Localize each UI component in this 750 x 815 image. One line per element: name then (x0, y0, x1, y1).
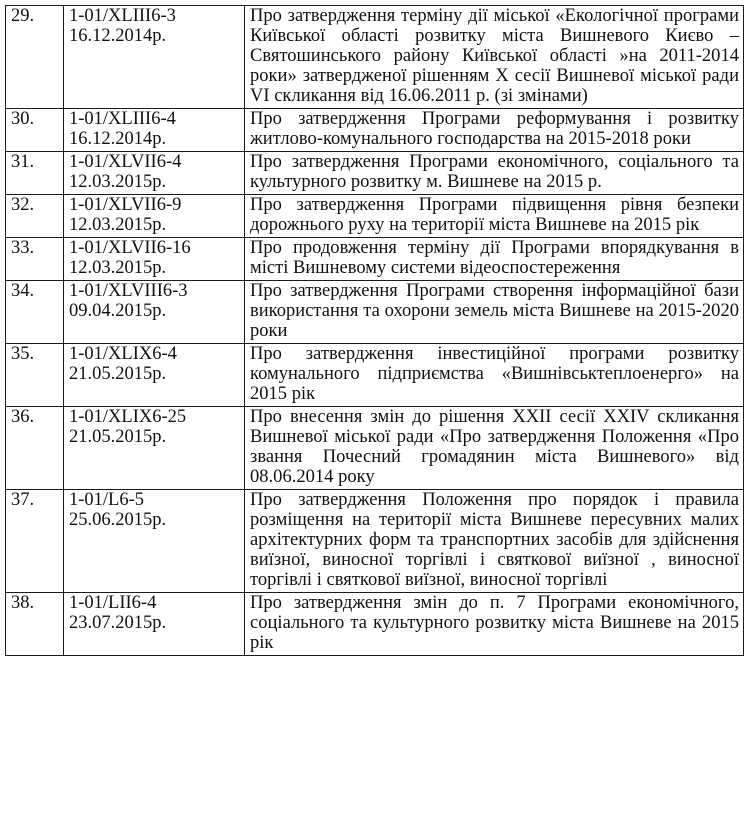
decision-number: 1-01/XLVII6-16 (69, 238, 191, 258)
decision-date: 09.04.2015р. (69, 301, 167, 321)
row-number: 30. (6, 109, 64, 152)
row-number: 36. (6, 407, 64, 490)
decision-cell (64, 281, 245, 344)
table-row (6, 238, 744, 281)
decision-cell (64, 195, 245, 238)
decision-title: Про затвердження Положення про порядок і правила розміщення на території міста Вишневе пересувних малих архітектурних форм та транспортних засобів для здійснення виїзної, виносної торгівлі і святкової виїзної , виносної торгівлі і святкової виїзної, виносної торгівлі (245, 490, 744, 593)
decision-title: Про затвердження змін до п. 7 Програми економічного, соціального та культурного розвитку міста Вишневе на 2015 рік (245, 593, 744, 656)
table-row (6, 109, 744, 152)
decision-number: 1-01/XLIX6-4 (69, 344, 177, 364)
decision-cell (64, 593, 245, 656)
decision-cell (64, 152, 245, 195)
decision-number: 1-01/XLVII6-4 (69, 152, 182, 172)
table-row (6, 6, 744, 109)
table-row (6, 152, 744, 195)
decision-title: Про внесення змін до рішення XXII сесії XXIV скликання Вишневої міської ради «Про затвердження Положення «Про звання Почесний громадянин міста Вишневого» від 08.06.2014 року (245, 407, 744, 490)
decision-number: 1-01/XLIII6-4 (69, 109, 176, 129)
decision-cell (64, 490, 245, 593)
decision-cell (64, 238, 245, 281)
table-row (6, 281, 744, 344)
decision-number: 1-01/XLIX6-25 (69, 407, 187, 427)
decision-number: 1-01/XLVIII6-3 (69, 281, 188, 301)
decision-cell (64, 109, 245, 152)
table-row (6, 344, 744, 407)
decision-cell (64, 407, 245, 490)
decision-cell (64, 344, 245, 407)
decision-cell (64, 6, 245, 109)
row-number: 31. (6, 152, 64, 195)
decision-date: 21.05.2015р. (69, 427, 167, 447)
table-row (6, 195, 744, 238)
row-number: 32. (6, 195, 64, 238)
decision-title: Про затвердження терміну дії міської «Екологічної програми Київської області розвитку міста Вишневого Києво – Святошинського району Київської області »на 2011-2014 роки» затвердженої рішенням Х сесії Вишневої міської ради VI скликання від 16.06.2011 р. (зі змінами) (245, 6, 744, 109)
decision-date: 25.06.2015р. (69, 510, 167, 530)
decision-date: 23.07.2015р. (69, 613, 167, 633)
decision-title: Про затвердження Програми економічного, соціального та культурного розвитку м. Вишневе на 2015 р. (245, 152, 744, 195)
decision-date: 16.12.2014р. (69, 26, 167, 46)
row-number: 37. (6, 490, 64, 593)
decision-title: Про затвердження Програми реформування і розвитку житлово-комунального господарства на 2015-2018 роки (245, 109, 744, 152)
decision-date: 21.05.2015р. (69, 364, 167, 384)
decision-title: Про продовження терміну дії Програми впорядкування в місті Вишневому системи відеоспостереження (245, 238, 744, 281)
decision-title: Про затвердження Програми створення інформаційної бази використання та охорони земель міста Вишневе на 2015-2020 роки (245, 281, 744, 344)
row-number: 35. (6, 344, 64, 407)
decision-number: 1-01/LII6-4 (69, 593, 157, 613)
table-row (6, 593, 744, 656)
row-number: 38. (6, 593, 64, 656)
decision-number: 1-01/XLVII6-9 (69, 195, 182, 215)
decision-date: 12.03.2015р. (69, 258, 167, 278)
decision-title: Про затвердження інвестиційної програми розвитку комунального підприємства «Вишнівськтеплоенерго» на 2015 рік (245, 344, 744, 407)
row-number: 34. (6, 281, 64, 344)
decision-number: 1-01/XLIII6-3 (69, 6, 176, 26)
table-row (6, 490, 744, 593)
decision-date: 16.12.2014р. (69, 129, 167, 149)
row-number: 33. (6, 238, 64, 281)
decision-title: Про затвердження Програми підвищення рівня безпеки дорожнього руху на території міста Вишневе на 2015 рік (245, 195, 744, 238)
decision-date: 12.03.2015р. (69, 172, 167, 192)
row-number: 29. (6, 6, 64, 109)
decision-number: 1-01/L6-5 (69, 490, 145, 510)
table-row (6, 407, 744, 490)
decision-date: 12.03.2015р. (69, 215, 167, 235)
decisions-table (5, 5, 744, 656)
